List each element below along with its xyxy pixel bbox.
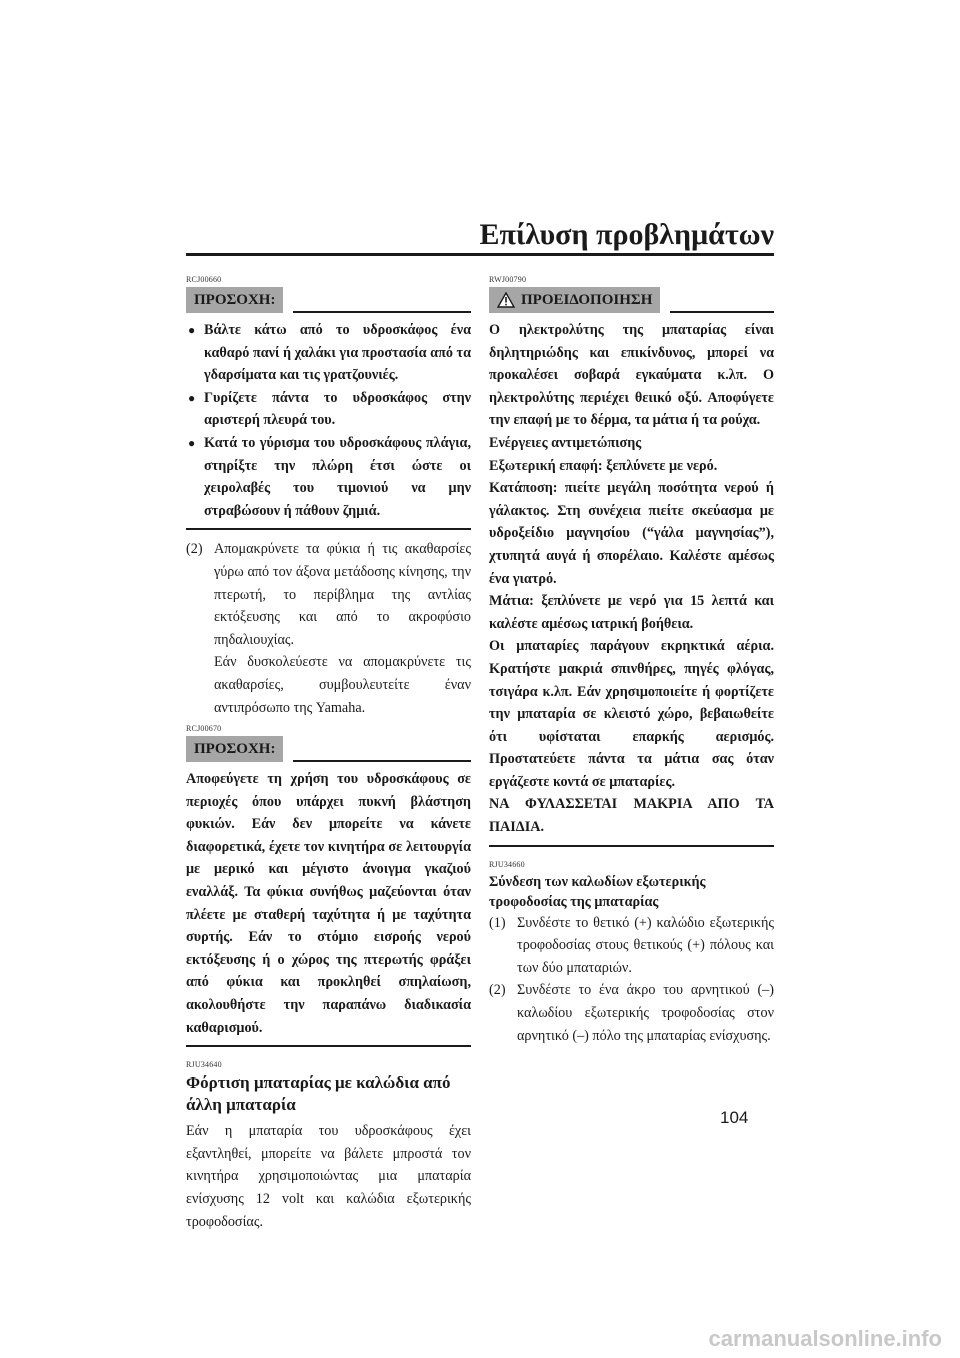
warning-paragraph: Οι μπαταρίες παράγουν εκρηκτικά αέρια. Κρατήστε μακριά σπινθήρες, πηγές φλόγας, τσιγάρα κ.λπ. Εάν χρησιμοποιείτε ή φορτίζετε την μπαταρία σε κλειστό χώρο, βεβαιωθείτε ότι υφίσταται επαρκής αερισμός. Προστατεύετε πάντα τα μάτια σας όταν εργάζεστε κοντά σε μπαταρίες.: [489, 638, 774, 790]
caution-box-2: [186, 725, 471, 1047]
warning-paragraph: ΝΑ ΦΥΛΑΣΣΕΤΑΙ ΜΑΚΡΙΑ ΑΠΟ ΤΑ ΠΑΙΔΙΑ.: [489, 796, 774, 836]
section-title: Σύνδεση των καλωδίων εξωτερικής τροφοδοσίας της μπαταρίας: [489, 873, 706, 910]
page-number: 104: [720, 1108, 749, 1127]
caution-code: RCJ00660: [186, 275, 222, 284]
list-item: ● Γυρίζετε πάντα το υδροσκάφος στην αριστερή πλευρά του.: [186, 387, 471, 432]
step-2: [186, 538, 471, 719]
section-code: RJU34640: [186, 1060, 222, 1070]
step-number: (2): [489, 982, 506, 999]
step-number: (2): [186, 541, 203, 558]
warning-rule: [670, 311, 774, 313]
warning-paragraph: Ο ηλεκτρολύτης της μπαταρίας είναι δηλητηριώδης και επικίνδυνος, μπορεί να προκαλέσει σοβαρά εγκαύματα κ.λπ. Ο ηλεκτρολύτης περιέχει θειικό οξύ. Αποφύγετε την επαφή με το δέρμα, τα μάτια ή τα ρούχα.: [489, 322, 774, 429]
header-rule: [186, 253, 774, 256]
caution-end-rule: [186, 1045, 471, 1047]
list-item: ● Κατά το γύρισμα του υδροσκάφους πλάγια, στηρίξτε την πλώρη έτσι ώστε οι χειρολαβές του τιμονιού να μην στραβώσουν ή πάθουν ζημιά.: [186, 432, 471, 522]
step-text-2: Εάν δυσκολεύεστε να απομακρύνετε τις ακαθαρσίες, συμβουλευτείτε έναν αντιπρόσωπο της Yamaha.: [214, 654, 471, 716]
right-column: [489, 276, 774, 1047]
caution-end-rule: [186, 528, 471, 530]
caution-label: ΠΡΟΣΟΧΗ:: [186, 736, 283, 762]
warning-label: ΠΡΟΕΙΔΟΠΟΙΗΣΗ: [521, 292, 653, 308]
section-code: RJU34660: [489, 859, 525, 869]
warning-paragraph: Μάτια: ξεπλύνετε με νερό για 15 λεπτά και καλέστε αμέσως ιατρική βοήθεια.: [489, 593, 774, 632]
bullet-icon: ●: [188, 435, 196, 450]
bullet-icon: ●: [188, 390, 196, 405]
warning-box: [489, 276, 774, 847]
caution-label: ΠΡΟΣΟΧΗ:: [186, 287, 283, 313]
section-jumper-cables: [489, 861, 774, 1048]
step-2: [489, 979, 774, 1047]
warning-paragraph: Κατάποση: πιείτε μεγάλη ποσότητα νερού ή γάλακτος. Στη συνέχεια πιείτε σκεύασμα με υδροξείδιο μαγνησίου (“γάλα μαγνησίας”), χτυπητά αυγά ή σπορέλαιο. Καλέστε αμέσως ένα γιατρό.: [489, 480, 774, 587]
bullet-icon: ●: [188, 323, 196, 337]
caution-box-1: [186, 276, 471, 530]
caution-code: RCJ00670: [186, 724, 222, 734]
warning-content: [489, 319, 774, 839]
step-1: [489, 912, 774, 980]
watermark: carmanualsonline.info: [708, 1326, 942, 1351]
warning-end-rule: [489, 845, 774, 847]
step-text: Συνδέστε το θετικό (+) καλώδιο εξωτερικής τροφοδοσίας στους θετικούς (+) πόλους και των δύο μπαταριών.: [517, 914, 774, 976]
warning-triangle-icon: [497, 292, 515, 308]
step-text: Συνδέστε το ένα άκρο του αρνητικού (–) καλωδίου εξωτερικής τροφοδοσίας στον αρνητικό (–) πόλο της μπαταρίας ενίσχυσης.: [517, 982, 774, 1044]
caution-bullet-list: [186, 319, 471, 522]
step-text: Απομακρύνετε τα φύκια ή τις ακαθαρσίες γύρω από τον άξονα μετάδοσης κίνησης, την πτερωτή, το περίβλημα της αντλίας εκτόξευσης και από το ακροφύσιο πηδαλιουχίας.: [214, 541, 471, 648]
warning-paragraph: Ενέργειες αντιμετώπισης: [489, 434, 642, 451]
section-text: Εάν η μπαταρία του υδροσκάφους έχει εξαντληθεί, μπορείτε να βάλετε μπροστά τον κινητήρα χρησιμοποιώντας μια μπαταρία ενίσχυσης 12 volt και καλώδια εξωτερικής τροφοδοσίας.: [186, 1123, 471, 1230]
warning-paragraph: Εξωτερική επαφή: ξεπλύνετε με νερό.: [489, 457, 718, 474]
page-title: Επίλυση προβλημάτων: [479, 218, 774, 251]
warning-label-badge: [489, 287, 660, 313]
warning-code: RWJ00790: [489, 275, 527, 284]
caution-rule: [293, 760, 471, 762]
step-number: (1): [489, 914, 506, 931]
list-item: ● Βάλτε κάτω από το υδροσκάφος ένα καθαρό πανί ή χαλάκι για προστασία από τα γδαρσίματα και τις γρατζουνιές.: [186, 319, 471, 387]
section-title: Φόρτιση μπαταρίας με καλώδια από άλλη μπαταρία: [186, 1073, 451, 1115]
section-jump-start: [186, 1061, 471, 1233]
left-column: [186, 276, 471, 1233]
caution-text: Αποφεύγετε τη χρήση του υδροσκάφους σε περιοχές όπου υπάρχει πυκνή βλάστηση φυκιών. Εάν δεν μπορείτε να κάνετε διαφορετικά, έχετε τον κινητήρα σε λειτουργία με μερικό και μέγιστο άνοιγμα γκαζιού εναλλάξ. Τα φύκια συνήθως μαζεύονται όταν πλέετε με σταθερή ταχύτητα ή με ταχύτητα συρτής. Εάν το στόμιο εισροής νερού εκτόξευσης ή ο χώρος της πτερωτής φράξει από φύκια και προκληθεί σπηλαίωση, ακολουθήστε την παραπάνω διαδικασία καθαρισμού.: [186, 771, 471, 1036]
caution-rule: [293, 311, 471, 313]
